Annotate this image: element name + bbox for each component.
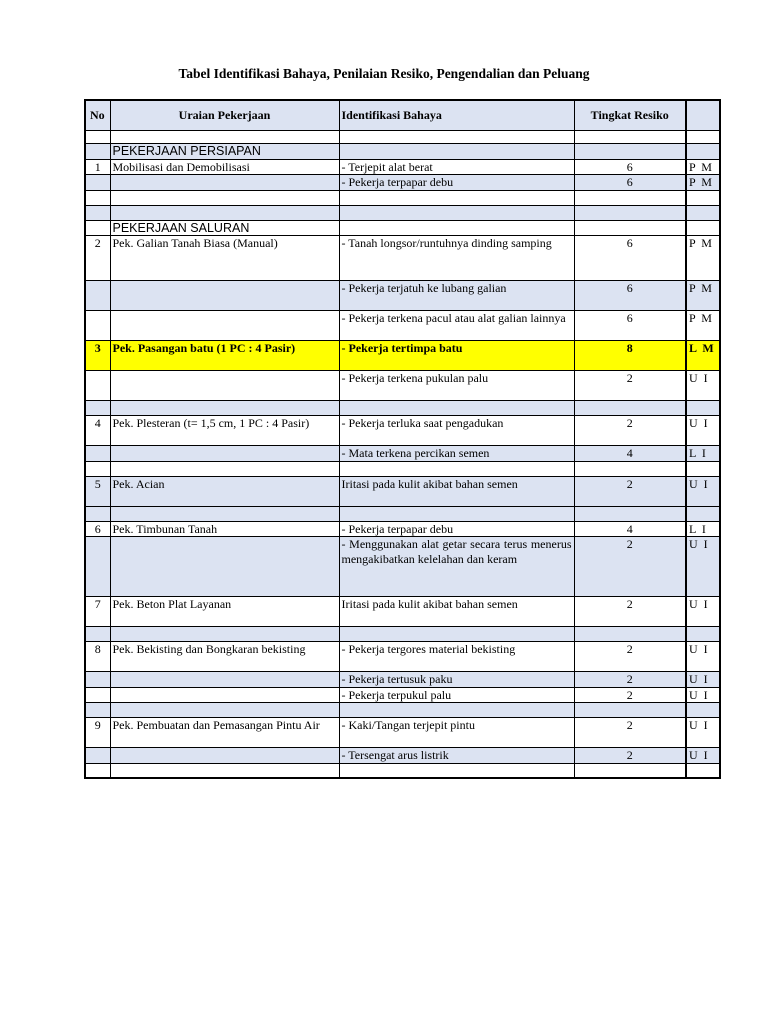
header-risk-code [686, 100, 720, 130]
cell-row-number [85, 371, 110, 401]
cell-risk-code: U I [686, 597, 720, 627]
cell-tingkat-resiko: 6 [574, 236, 686, 281]
cell-risk-code: L I [686, 521, 720, 537]
cell-uraian-pekerjaan [110, 175, 339, 191]
table-row [85, 416, 720, 446]
cell-risk-code [686, 627, 720, 642]
cell-row-number [85, 205, 110, 220]
cell-identifikasi-bahaya [339, 205, 574, 220]
cell-tingkat-resiko [574, 401, 686, 416]
cell-row-number: 5 [85, 476, 110, 506]
cell-tingkat-resiko [574, 190, 686, 205]
cell-tingkat-resiko: 2 [574, 748, 686, 764]
cell-row-number [85, 537, 110, 597]
cell-tingkat-resiko: 2 [574, 718, 686, 748]
table-row [85, 371, 720, 401]
cell-identifikasi-bahaya: - Tanah longsor/runtuhnya dinding samping [339, 236, 574, 281]
header-no: No [85, 100, 110, 130]
cell-identifikasi-bahaya: - Pekerja terkena pacul atau alat galian lainnya [339, 311, 574, 341]
cell-risk-code: U I [686, 687, 720, 703]
cell-row-number: 9 [85, 718, 110, 748]
cell-row-number [85, 748, 110, 764]
cell-row-number [85, 281, 110, 311]
cell-uraian-pekerjaan: PEKERJAAN SALURAN [110, 220, 339, 236]
cell-risk-code: U I [686, 476, 720, 506]
cell-row-number [85, 672, 110, 688]
cell-uraian-pekerjaan [110, 401, 339, 416]
table-row [85, 281, 720, 311]
cell-row-number: 8 [85, 642, 110, 672]
cell-identifikasi-bahaya [339, 461, 574, 476]
cell-risk-code [686, 220, 720, 236]
table-row [85, 687, 720, 703]
cell-identifikasi-bahaya [339, 627, 574, 642]
cell-risk-code: L M [686, 341, 720, 371]
cell-identifikasi-bahaya [339, 703, 574, 718]
cell-tingkat-resiko: 2 [574, 597, 686, 627]
table-header-row [85, 100, 720, 130]
cell-identifikasi-bahaya: - Pekerja terkena pukulan palu [339, 371, 574, 401]
cell-identifikasi-bahaya [339, 401, 574, 416]
hazard-identification-table [84, 99, 721, 779]
table-row [85, 506, 720, 521]
cell-tingkat-resiko: 2 [574, 416, 686, 446]
table-row [85, 159, 720, 175]
cell-tingkat-resiko [574, 703, 686, 718]
cell-tingkat-resiko: 2 [574, 642, 686, 672]
cell-row-number [85, 627, 110, 642]
cell-identifikasi-bahaya: - Pekerja terjatuh ke lubang galian [339, 281, 574, 311]
cell-identifikasi-bahaya: - Pekerja tertimpa batu [339, 341, 574, 371]
cell-row-number [85, 703, 110, 718]
table-row [85, 175, 720, 191]
cell-identifikasi-bahaya: - Kaki/Tangan terjepit pintu [339, 718, 574, 748]
cell-risk-code: P M [686, 236, 720, 281]
cell-uraian-pekerjaan [110, 371, 339, 401]
table-row [85, 597, 720, 627]
cell-row-number [85, 461, 110, 476]
cell-row-number [85, 506, 110, 521]
cell-row-number [85, 175, 110, 191]
cell-risk-code: U I [686, 748, 720, 764]
cell-tingkat-resiko [574, 130, 686, 143]
cell-uraian-pekerjaan [110, 446, 339, 462]
cell-risk-code: U I [686, 371, 720, 401]
cell-risk-code [686, 190, 720, 205]
cell-uraian-pekerjaan [110, 461, 339, 476]
table-row [85, 642, 720, 672]
table-row [85, 446, 720, 462]
cell-tingkat-resiko: 4 [574, 521, 686, 537]
cell-risk-code [686, 143, 720, 159]
table-row [85, 461, 720, 476]
cell-row-number [85, 763, 110, 778]
cell-identifikasi-bahaya [339, 143, 574, 159]
table-row [85, 220, 720, 236]
cell-risk-code: U I [686, 642, 720, 672]
cell-row-number [85, 401, 110, 416]
cell-uraian-pekerjaan: Pek. Timbunan Tanah [110, 521, 339, 537]
cell-uraian-pekerjaan: Pek. Pembuatan dan Pemasangan Pintu Air [110, 718, 339, 748]
cell-risk-code: U I [686, 672, 720, 688]
cell-tingkat-resiko: 2 [574, 537, 686, 597]
cell-row-number [85, 130, 110, 143]
cell-uraian-pekerjaan: Pek. Plesteran (t= 1,5 cm, 1 PC : 4 Pasir) [110, 416, 339, 446]
cell-uraian-pekerjaan [110, 687, 339, 703]
cell-uraian-pekerjaan [110, 205, 339, 220]
cell-row-number [85, 190, 110, 205]
cell-identifikasi-bahaya: Iritasi pada kulit akibat bahan semen [339, 597, 574, 627]
cell-row-number: 6 [85, 521, 110, 537]
table-row [85, 718, 720, 748]
cell-identifikasi-bahaya [339, 506, 574, 521]
cell-identifikasi-bahaya: - Mata terkena percikan semen [339, 446, 574, 462]
cell-uraian-pekerjaan [110, 190, 339, 205]
cell-risk-code [686, 130, 720, 143]
cell-uraian-pekerjaan [110, 672, 339, 688]
cell-risk-code: U I [686, 416, 720, 446]
cell-tingkat-resiko: 2 [574, 371, 686, 401]
cell-identifikasi-bahaya [339, 130, 574, 143]
document-title: Tabel Identifikasi Bahaya, Penilaian Resiko, Pengendalian dan Peluang [178, 66, 590, 81]
cell-uraian-pekerjaan [110, 703, 339, 718]
cell-uraian-pekerjaan [110, 311, 339, 341]
cell-uraian-pekerjaan [110, 537, 339, 597]
cell-tingkat-resiko [574, 627, 686, 642]
cell-identifikasi-bahaya: - Tersengat arus listrik [339, 748, 574, 764]
cell-row-number [85, 220, 110, 236]
cell-uraian-pekerjaan: PEKERJAAN PERSIAPAN [110, 143, 339, 159]
cell-identifikasi-bahaya: - Pekerja terpukul palu [339, 687, 574, 703]
table-row [85, 748, 720, 764]
cell-uraian-pekerjaan [110, 506, 339, 521]
cell-uraian-pekerjaan: Pek. Galian Tanah Biasa (Manual) [110, 236, 339, 281]
cell-identifikasi-bahaya: Iritasi pada kulit akibat bahan semen [339, 476, 574, 506]
header-identifikasi-bahaya: Identifikasi Bahaya [339, 100, 574, 130]
cell-tingkat-resiko: 2 [574, 476, 686, 506]
header-uraian-pekerjaan: Uraian Pekerjaan [110, 100, 339, 130]
table-row [85, 311, 720, 341]
cell-row-number [85, 311, 110, 341]
cell-tingkat-resiko [574, 763, 686, 778]
cell-identifikasi-bahaya [339, 220, 574, 236]
cell-risk-code [686, 506, 720, 521]
cell-row-number [85, 687, 110, 703]
header-tingkat-resiko: Tingkat Resiko [574, 100, 686, 130]
cell-risk-code: P M [686, 311, 720, 341]
cell-row-number [85, 143, 110, 159]
table-row [85, 476, 720, 506]
cell-identifikasi-bahaya: - Pekerja terpapar debu [339, 521, 574, 537]
cell-tingkat-resiko: 6 [574, 311, 686, 341]
cell-tingkat-resiko: 2 [574, 687, 686, 703]
table-row [85, 143, 720, 159]
cell-tingkat-resiko: 6 [574, 159, 686, 175]
table-row [85, 521, 720, 537]
cell-row-number: 7 [85, 597, 110, 627]
cell-tingkat-resiko: 2 [574, 672, 686, 688]
table-row [85, 341, 720, 371]
cell-risk-code: U I [686, 537, 720, 597]
table-row [85, 537, 720, 597]
cell-identifikasi-bahaya: - Menggunakan alat getar secara terus menerus mengakibatkan kelelahan dan keram [339, 537, 574, 597]
cell-identifikasi-bahaya: - Pekerja tergores material bekisting [339, 642, 574, 672]
table-row [85, 130, 720, 143]
cell-risk-code [686, 763, 720, 778]
cell-tingkat-resiko [574, 461, 686, 476]
cell-row-number: 3 [85, 341, 110, 371]
cell-identifikasi-bahaya: - Pekerja terluka saat pengadukan [339, 416, 574, 446]
table-body [85, 100, 720, 778]
cell-tingkat-resiko: 6 [574, 281, 686, 311]
cell-risk-code [686, 401, 720, 416]
cell-uraian-pekerjaan: Pek. Beton Plat Layanan [110, 597, 339, 627]
table-row [85, 190, 720, 205]
cell-uraian-pekerjaan: Pek. Pasangan batu (1 PC : 4 Pasir) [110, 341, 339, 371]
cell-uraian-pekerjaan: Pek. Acian [110, 476, 339, 506]
cell-identifikasi-bahaya: - Pekerja terpapar debu [339, 175, 574, 191]
cell-row-number [85, 446, 110, 462]
table-row [85, 763, 720, 778]
cell-risk-code: L I [686, 446, 720, 462]
cell-row-number: 1 [85, 159, 110, 175]
cell-tingkat-resiko: 6 [574, 175, 686, 191]
cell-risk-code: U I [686, 718, 720, 748]
cell-uraian-pekerjaan: Pek. Bekisting dan Bongkaran bekisting [110, 642, 339, 672]
cell-uraian-pekerjaan [110, 130, 339, 143]
cell-tingkat-resiko: 8 [574, 341, 686, 371]
cell-uraian-pekerjaan [110, 281, 339, 311]
table-row [85, 401, 720, 416]
cell-uraian-pekerjaan [110, 763, 339, 778]
cell-risk-code: P M [686, 175, 720, 191]
cell-tingkat-resiko [574, 143, 686, 159]
table-row [85, 236, 720, 281]
cell-risk-code: P M [686, 281, 720, 311]
cell-tingkat-resiko [574, 205, 686, 220]
cell-identifikasi-bahaya [339, 763, 574, 778]
cell-risk-code [686, 461, 720, 476]
cell-tingkat-resiko: 4 [574, 446, 686, 462]
cell-risk-code: P M [686, 159, 720, 175]
cell-risk-code [686, 205, 720, 220]
table-row [85, 672, 720, 688]
cell-risk-code [686, 703, 720, 718]
cell-identifikasi-bahaya: - Pekerja tertusuk paku [339, 672, 574, 688]
table-row [85, 627, 720, 642]
cell-identifikasi-bahaya: - Terjepit alat berat [339, 159, 574, 175]
cell-tingkat-resiko [574, 506, 686, 521]
table-row [85, 703, 720, 718]
cell-uraian-pekerjaan [110, 748, 339, 764]
cell-uraian-pekerjaan [110, 627, 339, 642]
cell-identifikasi-bahaya [339, 190, 574, 205]
cell-row-number: 4 [85, 416, 110, 446]
cell-tingkat-resiko [574, 220, 686, 236]
cell-row-number: 2 [85, 236, 110, 281]
table-row [85, 205, 720, 220]
cell-uraian-pekerjaan: Mobilisasi dan Demobilisasi [110, 159, 339, 175]
